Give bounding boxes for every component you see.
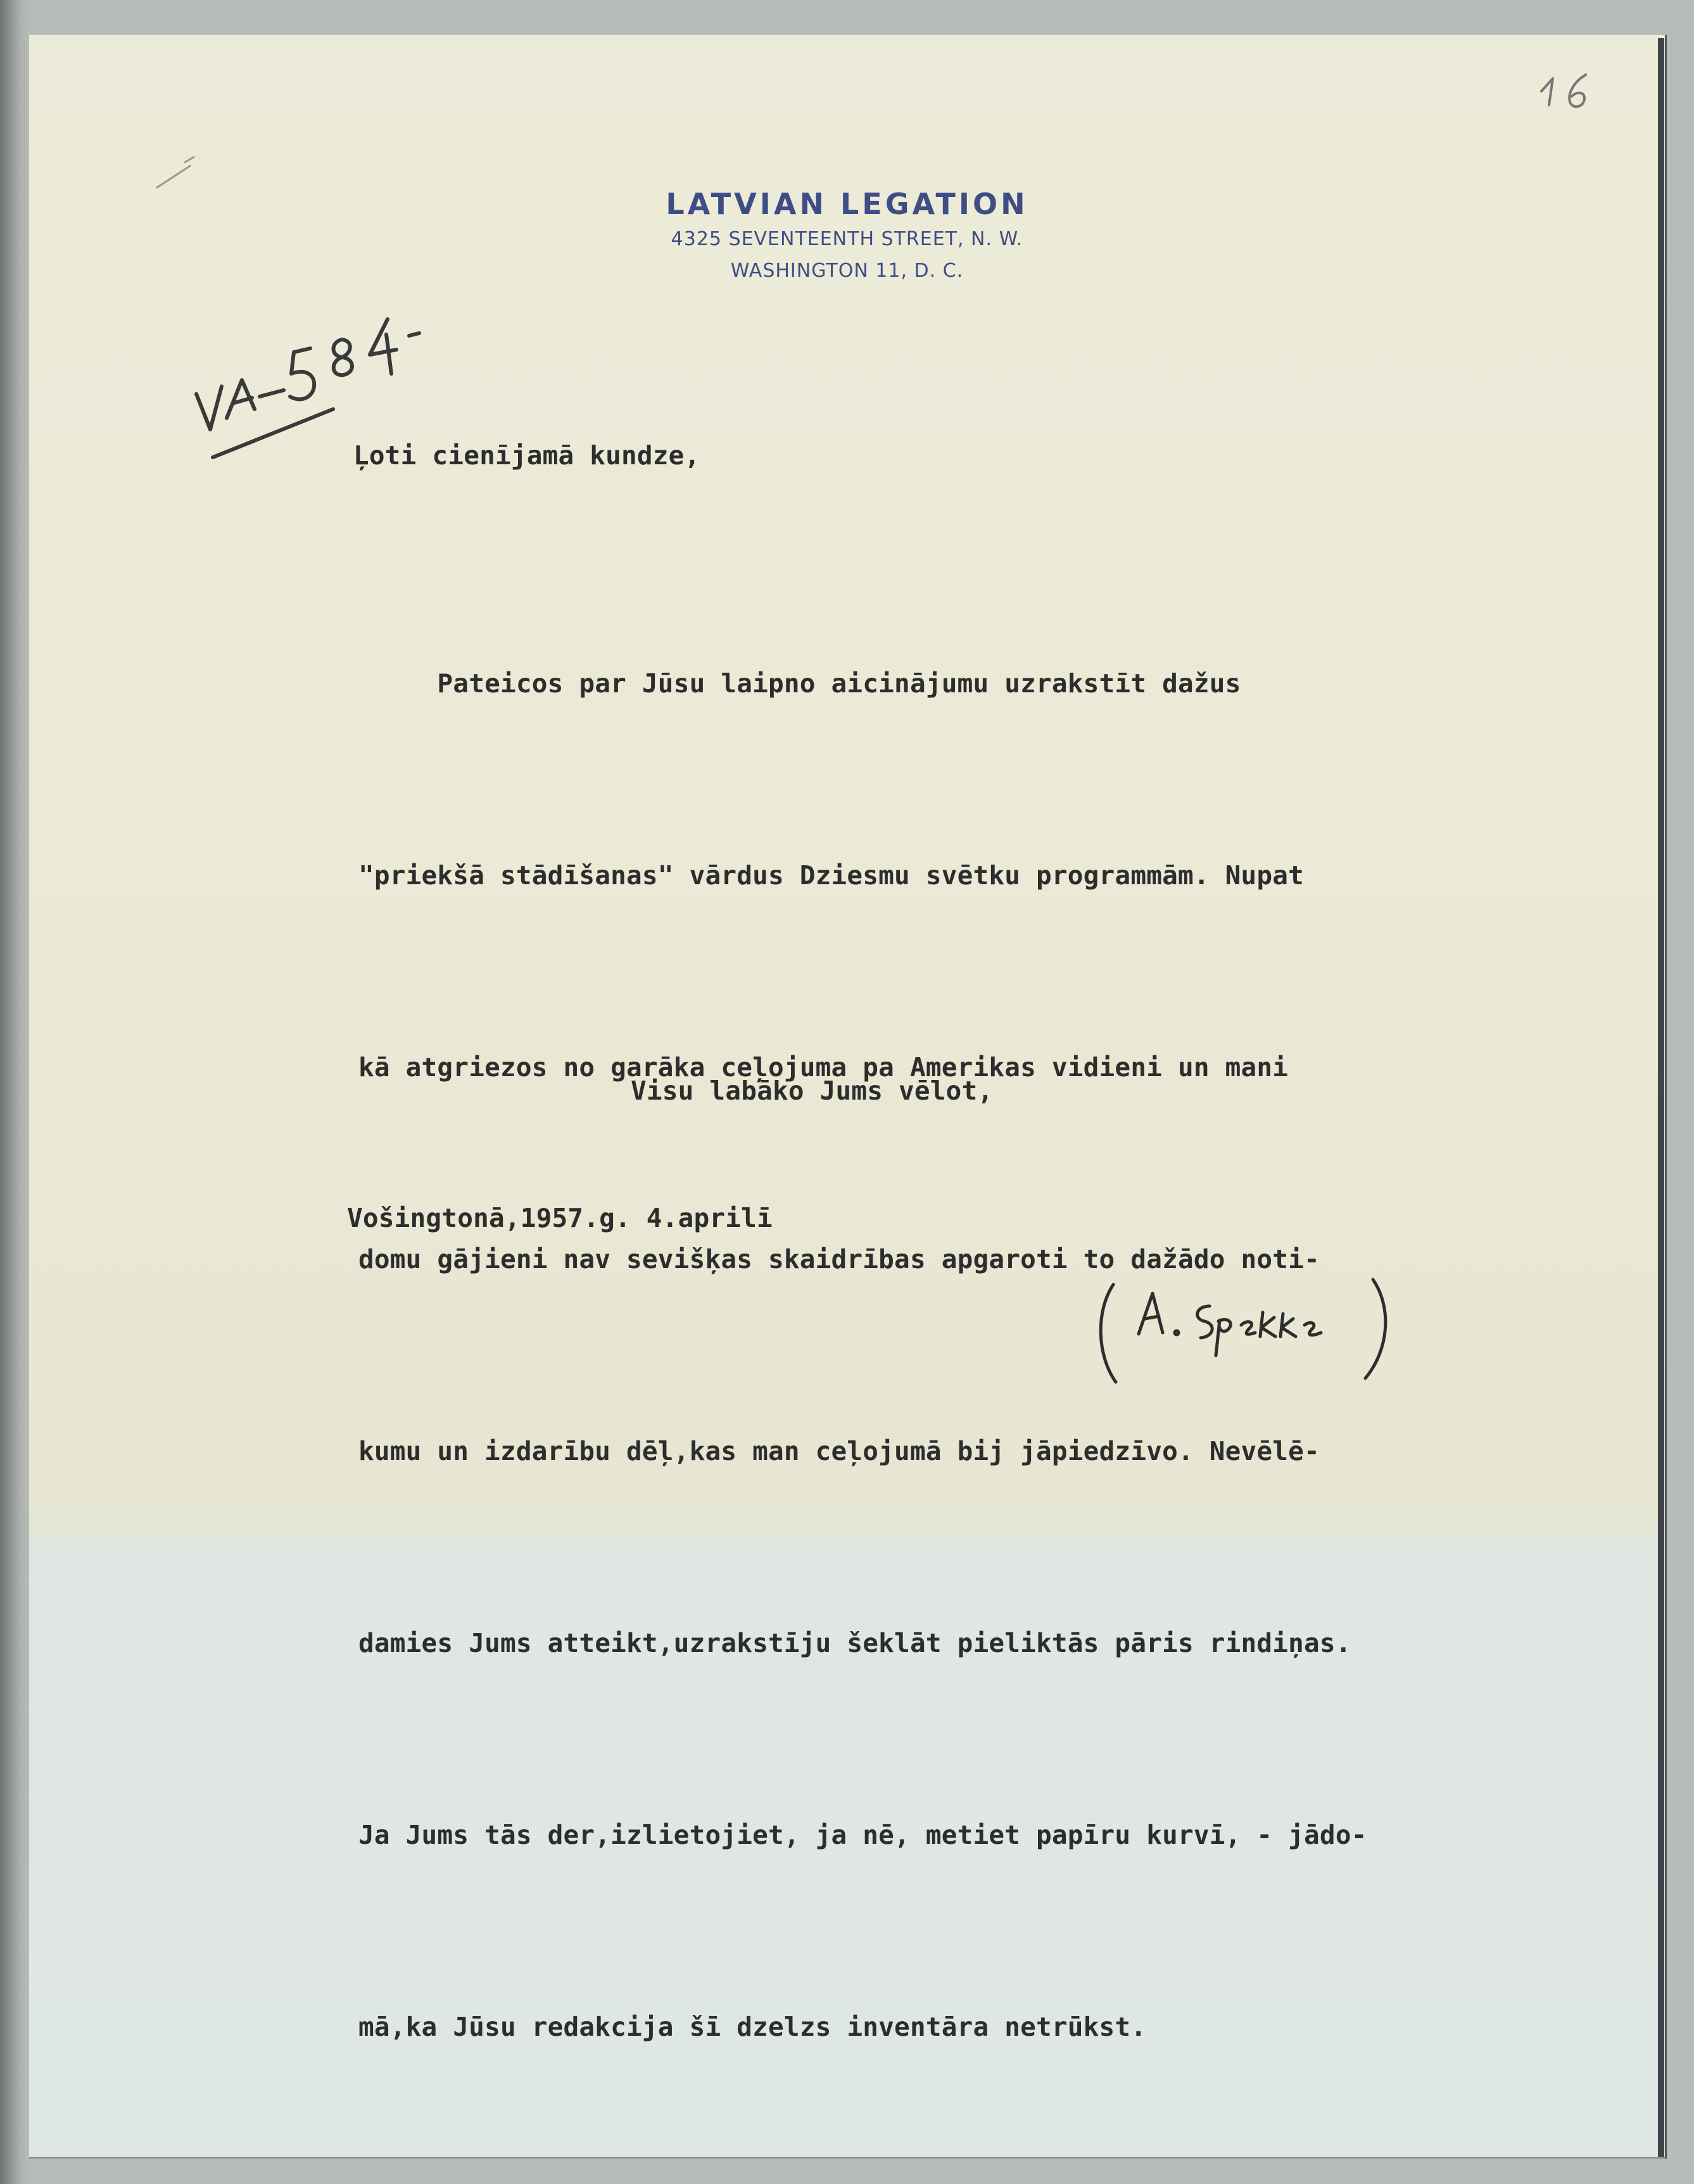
- handwritten-page-number: [1533, 63, 1602, 114]
- body-line: kumu un izdarību dēļ,kas man ceļojumā bij jāpiedzīvo. Nevēlē-: [358, 1436, 1320, 1466]
- body-line: "priekšā stādīšanas" vārdus Dziesmu svētku programmām. Nupat: [358, 860, 1305, 891]
- body-line: kā atgriezos no garāka ceļojuma pa Amerikas vidieni un mani: [358, 1052, 1289, 1082]
- body-line: damies Jums atteikt,uzrakstīju šeklāt pieliktās pāris rindiņas.: [358, 1628, 1351, 1658]
- handwritten-archive-reference: [184, 279, 450, 462]
- letterhead-name: LATVIAN LEGATION: [666, 187, 1028, 221]
- body-line: mā,ka Jūsu redakcija šī dzelzs inventāra netrūkst.: [358, 2012, 1147, 2042]
- dateline: Vošingtonā,1957.g. 4.aprilī: [347, 1203, 773, 1233]
- handwritten-signature: [1089, 1267, 1406, 1394]
- body-line: Ja Jums tās der,izlietojiet, ja nē, metiet papīru kurvī, - jādo-: [358, 1820, 1367, 1850]
- closing-line: Visu labāko Jums vēlot,: [631, 1076, 994, 1106]
- page-edge-shadow: [1658, 38, 1664, 2157]
- body-line: domu gājieni nav sevišķas skaidrības apgaroti to dažādo noti-: [358, 1244, 1320, 1274]
- letterhead-address-city: WASHINGTON 11, D. C.: [730, 260, 964, 282]
- salutation: Ļoti cienījamā kundze,: [353, 440, 700, 471]
- letterhead-address-street: 4325 SEVENTEENTH STREET, N. W.: [671, 228, 1023, 250]
- body-line: Pateicos par Jūsu laipno aicinājumu uzrakstīt dažus: [358, 668, 1241, 699]
